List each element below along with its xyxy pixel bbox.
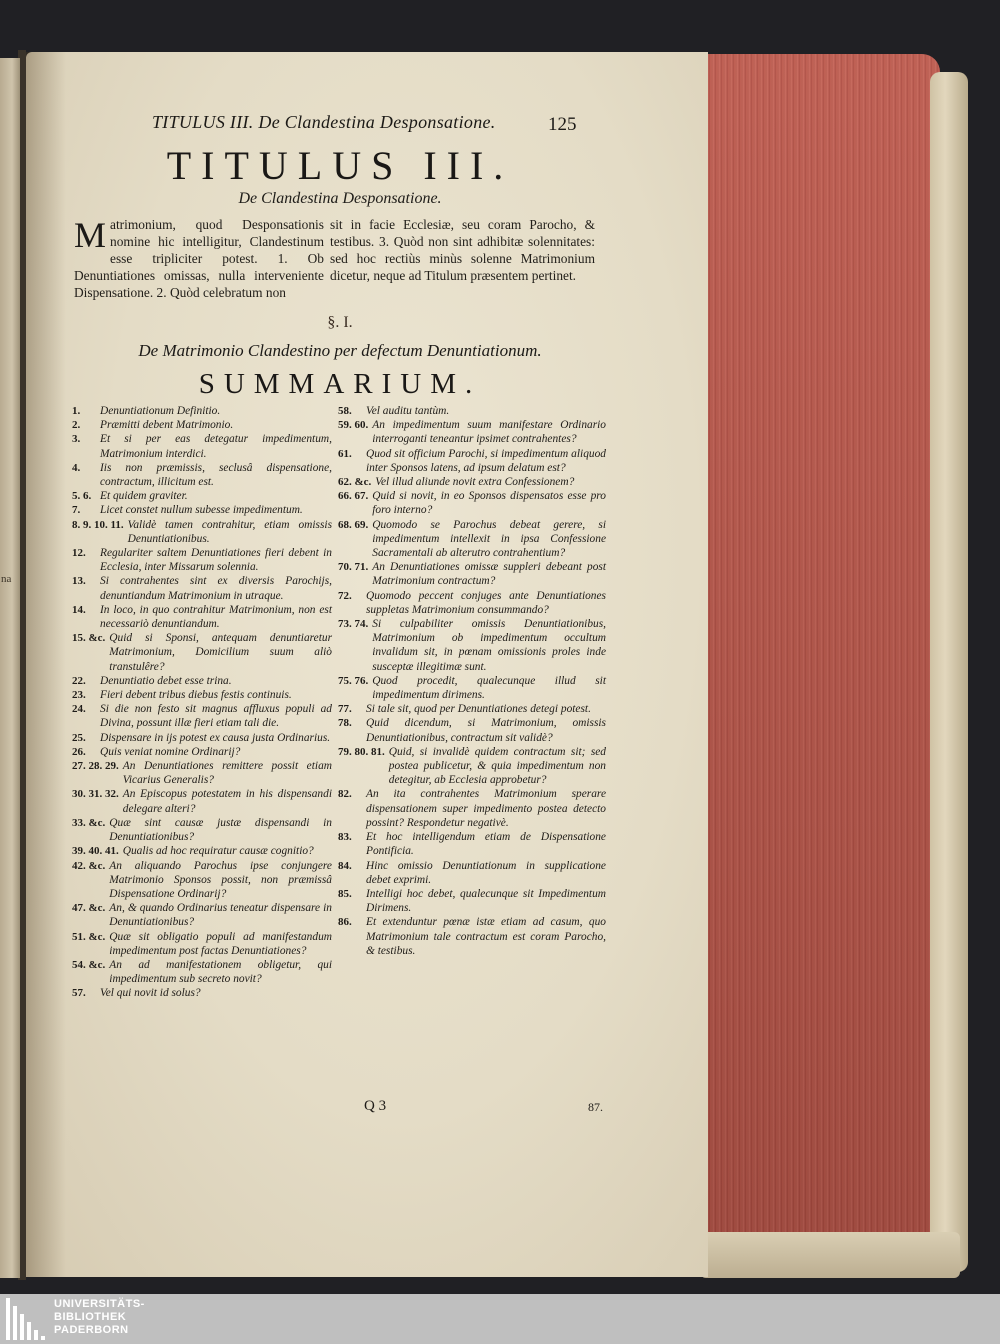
intro-left-text: atrimonium, quod Desponsationis nomine hic intelligitur, Clandestinum esse tripliciter potest. 1. Ob Denuntiationes omissas, nulla interveniente Dispensatione. 2. Quòd celebratum non [74,217,324,300]
summary-entry-text: Quæ sit obligatio populi ad manifestandum impedimentum post factas Denuntiationes? [109,930,332,957]
summary-entry-number: 42. &c. [72,859,106,872]
summary-entry-number: 51. &c. [72,930,106,943]
summary-entry-number: 24. [72,703,86,716]
summary-entry [72,461,332,489]
summary-entry-number: 15. &c. [72,632,106,645]
summary-entry-number: 66. 67. [338,490,369,503]
summary-entry-text: Quomodo se Parochus debeat gerere, si impedimentum intellexit in ipsa Confessione Sacramentali ab alterutro contrahentium? [372,518,606,560]
summary-right-column [338,404,606,958]
summary-entry [338,589,606,617]
summary-entry [72,731,332,745]
book-bottom-cover [700,1232,960,1278]
summary-entry [72,702,332,730]
summary-entry-number: 83. [338,831,352,844]
library-name-line1: UNIVERSITÄTS- [54,1298,145,1310]
summary-entry-text: An Denuntiationes omissæ suppleri debeant post Matrimonium contractum? [372,561,606,588]
book-spine-edge [930,72,968,1272]
summary-entry-number: 75. 76. [338,674,369,687]
summary-entry-text: Quid si Sponsi, antequam denuntiaretur Matrimonium, Domicilium suum aliò transtulêre? [109,632,332,673]
intro-left-column [74,216,324,301]
summary-entry-number: 68. 69. [338,518,369,531]
summary-entry-number: 73. 74. [338,618,369,631]
summary-entry-number: 12. [72,547,86,560]
summary-entry-number: 61. [338,447,352,460]
summary-entry-number: 26. [72,745,86,758]
summary-entry [338,518,606,561]
summary-entry-number: 77. [338,703,352,716]
summary-entry [72,859,332,902]
summary-entry-number: 58. [338,405,352,417]
section-mark: §. I. [327,314,353,331]
summary-entry [338,859,606,887]
drop-cap: M [74,215,107,255]
summary-entry-text: Quomodo peccent conjuges ante Denuntiationes suppletas Matrimonium consummando? [366,589,606,616]
summary-entry [72,674,332,688]
summary-entry [338,887,606,915]
summary-entry-number: 85. [338,887,352,900]
summary-entry-text: An ita contrahentes Matrimonium sperare dispensationem super impedimento postea detecto possint? Respondetur negativè. [366,788,606,829]
left-page-fragment: na [1,573,12,585]
summary-entry [72,418,332,432]
page-title: TITULUS III. [166,143,514,188]
summary-entry-number: 78. [338,717,352,730]
summary-entry [338,716,606,744]
summary-entry [72,745,332,759]
summary-entry [338,475,606,489]
summary-entry-text: Quis veniat nomine Ordinarij? [100,745,241,758]
summary-entry-number: 4. [72,461,81,474]
summary-entry-number: 54. &c. [72,958,106,971]
summary-entry-text: An aliquando Parochus ipse conjungere Matrimonio Sponsos possit, non præmissâ Dispensatione Ordinarij? [109,859,332,900]
summary-entry [338,915,606,958]
summary-entry [338,787,606,830]
summary-entry [72,404,332,418]
summary-entry [72,688,332,702]
summary-entry-text: Si contrahentes sint ex diversis Parochijs, denuntiandum Matrimonium in utraque. [100,575,332,602]
summary-entry-text: An Denuntiationes remittere possit etiam Vicarius Generalis? [122,760,332,787]
summary-entry-number: 22. [72,674,86,687]
summary-entry-number: 2. [72,419,81,432]
summary-entry [338,418,606,446]
summary-entry [338,560,606,588]
summary-entry-number: 14. [72,603,86,616]
summary-entry-text: Et extenduntur pœnæ istæ etiam ad casum, quo Matrimonium tale contractum est coram Parocho, & testibus. [366,916,606,957]
summary-entry-number: 57. [72,987,86,1000]
summary-entry-text: Si culpabiliter omissis Denuntiationibus, Matrimonium ob impedimentum occultum invalidum sit, in pœnam omissionis proles inde susceptæ illegitimæ sunt. [372,618,606,673]
summary-entry [338,830,606,858]
summary-entry-text: Validè tamen contrahitur, etiam omissis Denuntiationibus. [127,518,332,545]
summary-entry-text: Et si per eas detegatur impedimentum, Matrimonium interdici. [100,433,332,460]
library-name-line3: PADERBORN [54,1324,129,1336]
summary-entry-text: Licet constet nullum subesse impedimentum. [100,504,303,517]
summary-entry [72,930,332,958]
summary-entry-number: 33. &c. [72,816,106,829]
summary-entry-number: 27. 28. 29. [72,760,119,773]
summary-entry [338,617,606,674]
summarium-heading: SUMMARIUM. [198,368,482,400]
summary-entry-number: 84. [338,859,352,872]
summary-entry-number: 23. [72,689,86,702]
summary-entry-text: Vel qui novit id solus? [100,987,201,1000]
summary-entry [72,432,332,460]
summary-entry-text: In loco, in quo contrahitur Matrimonium, non est necessariò denuntiandum. [100,603,332,631]
summary-entry-text: Quid dicendum, si Matrimonium, omissis Denuntiationibus, contractum sit validè? [366,717,606,744]
summary-entry-text: Vel auditu tantùm. [366,405,450,417]
summary-entry-text: An impedimentum suum manifestare Ordinario interroganti teneantur ipsimet contrahentes? [372,419,606,446]
summary-entry [72,816,332,844]
summary-entry-text: Et hoc intelligendum etiam de Dispensatione Pontificia. [366,831,606,858]
summary-entry-text: Quæ sint causæ justæ dispensandi in Denuntiationibus? [109,816,332,844]
summary-entry [72,503,332,517]
summary-entry-text: Si tale sit, quod per Denuntiationes detegi potest. [366,703,591,716]
summary-entry-number: 30. 31. 32. [72,788,119,801]
summary-entry-text: Dispensare in ijs potest ex causa justa Ordinarius. [100,731,331,744]
summary-entry [72,603,332,631]
summary-entry-text: Quid, si invalidè quidem contractum sit; sed postea publicetur, & quia impedimentum non detegitur, ab Ecclesia approbetur? [388,745,606,787]
summary-entry [338,404,606,418]
summary-entry-text: Denuntiatio debet esse trina. [100,674,232,687]
summary-entry-number: 82. [338,788,352,801]
summary-entry [72,546,332,574]
summary-entry-number: 25. [72,731,86,744]
summary-entry-text: Quod sit officium Parochi, si impedimentum aliquod inter Sponsos latens, ad ipsum delatum est? [366,447,606,474]
summary-entry-number: 5. 6. [72,490,92,503]
summary-entry-number: 8. 9. 10. 11. [72,518,124,531]
summary-entry [72,986,332,1000]
summary-entry-text: An, & quando Ordinarius teneatur dispensare in Denuntiationibus? [109,902,332,929]
summary-entry [72,901,332,929]
summary-entry-text: Si die non festo sit magnus affluxus populi ad Divina, possunt illæ fieri etiam tali die. [100,703,332,730]
summary-left-column [72,404,332,1001]
library-footer [0,1294,1000,1344]
intro-right-column: sit in facie Ecclesiæ, seu coram Parocho, & testibus. 3. Quòd non sint adhibitæ solennitates: sed hoc rectiùs minùs solenne Matrimonium dicetur, neque ad Titulum præsentem pertinet. [330,217,595,283]
summary-entry [338,489,606,517]
section-heading: De Matrimonio Clandestino per defectum Denuntiationum. [138,341,542,360]
fore-edge-shading [700,54,940,1244]
left-page-sliver [0,58,20,1278]
summary-entry-text: Fieri debent tribus diebus festis continuis. [100,689,292,702]
summary-entry-number: 3. [72,433,81,446]
summary-entry-number: 13. [72,575,86,588]
library-name-line2: BIBLIOTHEK [54,1311,127,1323]
running-head: TITULUS III. De Clandestina Desponsatione. [152,112,496,132]
summary-entry-number: 1. [72,405,81,417]
summary-entry-number: 86. [338,916,352,929]
signature-mark: Q 3 [364,1098,387,1114]
summary-entry-number: 7. [72,504,81,517]
summary-entry-text: Vel illud aliunde novit extra Confessionem? [375,476,575,489]
summary-entry-text: Præmitti debent Matrimonio. [100,419,234,432]
summary-entry-text: Quod procedit, qualecunque illud sit impedimentum dirimens. [372,674,606,702]
summary-entry [72,518,332,546]
summary-entry [338,702,606,716]
summary-entry [72,574,332,602]
summary-entry [338,745,606,788]
summary-entry-text: An ad manifestationem obligetur, qui impedimentum sub secreto novit? [109,958,332,986]
summary-entry-text: Qualis ad hoc requiratur causæ cognitio? [122,845,314,858]
library-logo-icon [6,1298,48,1340]
summary-entry-text: Hinc omissio Denuntiationum in supplicatione debet exprimi. [366,859,606,886]
summary-entry-text: Regulariter saltem Denuntiationes fieri debent in Ecclesia, inter Missarum solennia. [100,547,332,574]
summary-entry [72,844,332,858]
summary-entry [72,489,332,503]
page-subtitle: De Clandestina Desponsatione. [238,190,442,207]
summary-entry-number: 62. &c. [338,476,372,489]
summary-entry [72,787,332,815]
summary-entry-text: Iis non præmissis, seclusâ dispensatione, contractum, illicitum est. [100,461,332,489]
page-number: 125 [548,114,577,135]
summary-entry-number: 39. 40. 41. [72,845,119,858]
summary-entry-text: Et quidem graviter. [100,490,188,503]
summary-entry-text: Quid si novit, in eo Sponsos dispensatos esse pro foro interno? [372,490,606,517]
library-name [54,1298,145,1337]
summary-entry-number: 70. 71. [338,561,369,574]
catchword: 87. [588,1100,603,1114]
summary-entry [72,759,332,787]
summary-entry [72,958,332,986]
summary-entry-text: An Episcopus potestatem in his dispensandi delegare alteri? [122,788,332,815]
summary-entry-number: 72. [338,589,352,602]
summary-entry [338,674,606,702]
summary-entry [338,447,606,475]
summary-entry-text: Denuntiationum Definitio. [100,405,221,417]
gutter-shadow [26,52,66,1277]
summary-entry-number: 79. 80. 81. [338,745,385,758]
summary-entry-number: 59. 60. [338,419,369,432]
summary-entry [72,631,332,674]
summary-entry-number: 47. &c. [72,902,106,915]
summary-entry-text: Intelligi hoc debet, qualecunque sit Impedimentum Dirimens. [366,887,606,915]
